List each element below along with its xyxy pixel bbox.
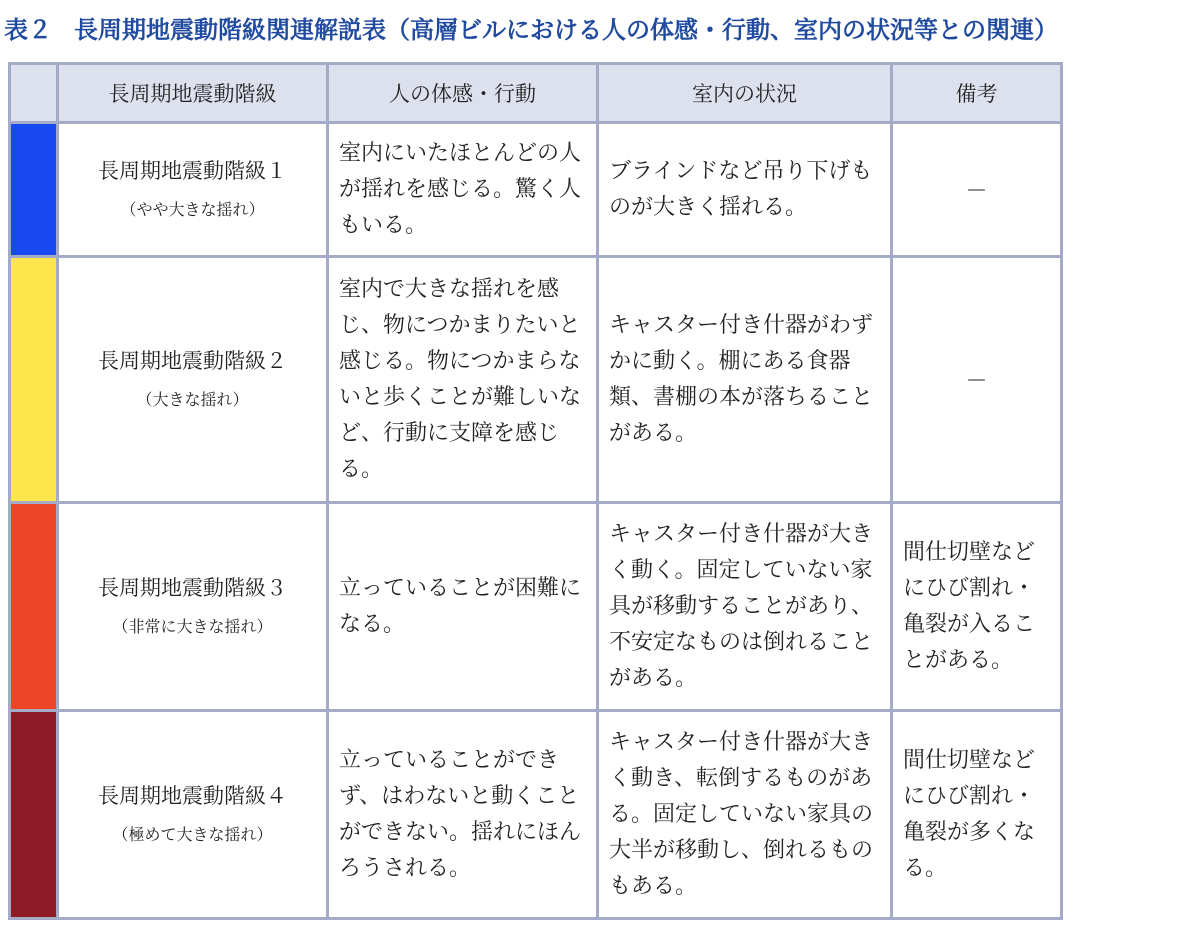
header-room: 室内の状況 xyxy=(598,64,892,123)
body-sensation-cell: 室内にいたほとんどの人が揺れを感じる。驚く人もいる。 xyxy=(328,123,598,257)
room-situation-cell: キャスター付き什器が大きく動き、転倒するものがある。固定していない家具の大半が移動し、倒れるものもある。 xyxy=(598,711,892,919)
body-sensation-cell: 立っていることができず、はわないと動くことができない。揺れにほんろうされる。 xyxy=(328,711,598,919)
level-description: （極めて大きな揺れ） xyxy=(112,824,273,844)
table-row xyxy=(10,257,1062,503)
level-cell xyxy=(58,123,328,257)
table-number: 表２ xyxy=(4,16,52,44)
room-situation-cell: キャスター付き什器が大きく動く。固定していない家具が移動することがあり、不安定なものは倒れることがある。 xyxy=(598,503,892,711)
level-description: （やや大きな揺れ） xyxy=(120,199,265,219)
level-color-swatch xyxy=(10,123,58,257)
room-situation-cell: ブラインドなど吊り下げものが大きく揺れる。 xyxy=(598,123,892,257)
level-color-swatch xyxy=(10,711,58,919)
level-cell xyxy=(58,503,328,711)
level-cell xyxy=(58,711,328,919)
level-cell xyxy=(58,257,328,503)
table-title-text: 長周期地震動階級関連解説表（高層ビルにおける人の体感・行動、室内の状況等との関連） xyxy=(74,16,1058,44)
level-color-swatch xyxy=(10,503,58,711)
level-name: 長周期地震動階級２ xyxy=(98,348,287,373)
header-body: 人の体感・行動 xyxy=(328,64,598,123)
level-description: （非常に大きな揺れ） xyxy=(112,616,273,636)
level-description: （大きな揺れ） xyxy=(136,389,249,409)
level-color-swatch xyxy=(10,257,58,503)
table-row xyxy=(10,711,1062,919)
room-situation-cell: キャスター付き什器がわずかに動く。棚にある食器類、書棚の本が落ちることがある。 xyxy=(598,257,892,503)
note-cell: 間仕切壁などにひび割れ・亀裂が多くなる。 xyxy=(892,711,1062,919)
note-cell: － xyxy=(892,123,1062,257)
header-note: 備考 xyxy=(892,64,1062,123)
table-row xyxy=(10,503,1062,711)
note-cell: － xyxy=(892,257,1062,503)
table-row xyxy=(10,123,1062,257)
note-cell: 間仕切壁などにひび割れ・亀裂が入ることがある。 xyxy=(892,503,1062,711)
level-name: 長周期地震動階級３ xyxy=(98,575,287,600)
level-name: 長周期地震動階級１ xyxy=(98,158,287,183)
header-swatch xyxy=(10,64,58,123)
body-sensation-cell: 立っていることが困難になる。 xyxy=(328,503,598,711)
level-name: 長周期地震動階級４ xyxy=(98,783,287,808)
seismic-intensity-table xyxy=(8,62,1063,920)
header-row xyxy=(10,64,1062,123)
header-level: 長周期地震動階級 xyxy=(58,64,328,123)
table-title xyxy=(4,10,1200,45)
body-sensation-cell: 室内で大きな揺れを感じ、物につかまりたいと感じる。物につかまらないと歩くことが難しいなど、行動に支障を感じる。 xyxy=(328,257,598,503)
